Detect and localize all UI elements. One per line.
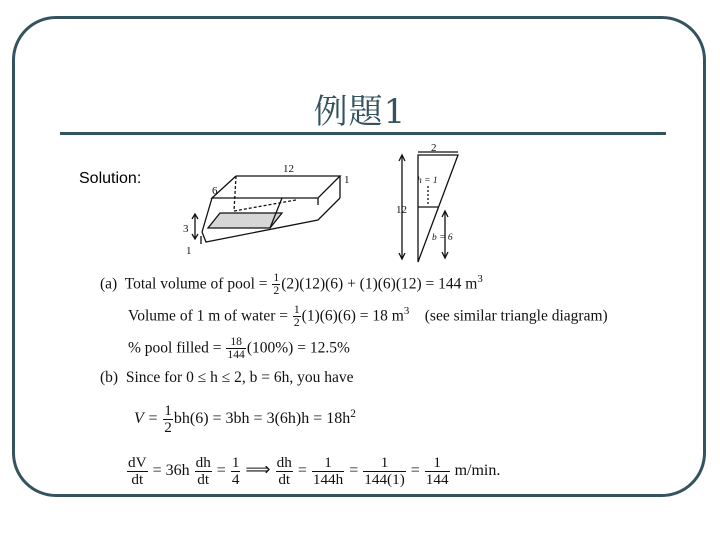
water-volume-exponent: 3 (403, 305, 410, 318)
rate-fraction-2: $\frac{1}{144(1)}$ (364, 454, 405, 488)
slide-title: 例題1 (313, 92, 407, 132)
pool-length-label: 12 (283, 163, 294, 175)
water-volume-terms: (1)(6)(6) = 18 m (301, 307, 404, 325)
rate-eq1: = 36h (152, 462, 190, 480)
triangle-outline (418, 155, 458, 262)
line-total-volume (100, 272, 483, 297)
dh-dt-fraction-1: $\frac{dh}{dt}$ (195, 454, 211, 488)
percent-text: % pool filled = (128, 339, 222, 357)
since-text: Since for 0 ≤ h ≤ 2, b = 6h, you have (125, 369, 354, 386)
rate-eq3: = (297, 462, 307, 480)
solution-label: Solution: (79, 170, 142, 187)
triangle-h-label: h = 1 (417, 176, 438, 186)
line-volume-equation (134, 403, 356, 436)
rate-eq5: = (410, 462, 420, 480)
volume-fraction: $\frac{1}{2}$ (164, 402, 172, 436)
pool-shallow-label: 1 (186, 245, 192, 257)
total-volume-exponent: 3 (477, 273, 483, 286)
rate-eq4: = (349, 462, 359, 480)
pool-tip-label: 1 (344, 174, 350, 186)
total-volume-text: Total volume of pool = (124, 275, 268, 293)
total-volume-terms: (2)(12)(6) + (1)(6)(12) = 144 m (281, 275, 478, 293)
triangle-diagram (399, 152, 458, 262)
pool-top-rim (212, 176, 340, 198)
one-fourth-fraction: $\frac{1}{4}$ (231, 454, 240, 488)
volume-eq-right: bh(6) = 3bh = 3(6h)h = 18h (173, 410, 351, 428)
pool-width-label: 6 (212, 185, 218, 197)
line-water-volume (128, 304, 608, 329)
implies-arrow: ⟹ (245, 459, 271, 480)
triangle-top-label: 2 (431, 142, 437, 154)
rate-unit: m/min. (454, 462, 501, 480)
pool-hidden-edge (234, 176, 236, 211)
line-part-b (100, 370, 353, 386)
rate-fraction-1: $\frac{1}{144h}$ (312, 454, 344, 488)
dv-dt-fraction: $\frac{dV}{dt}$ (128, 454, 147, 488)
part-b-label: (b) (100, 369, 119, 386)
water-volume-note: (see similar triangle diagram) (424, 307, 608, 325)
part-a-label: (a) (100, 275, 118, 293)
line-percent-filled (128, 336, 350, 361)
total-volume-fraction: $\frac{1}{2}$ (273, 271, 280, 298)
percent-terms: (100%) = 12.5% (246, 339, 350, 357)
volume-eq-left: V = (134, 410, 159, 428)
percent-fraction: $\frac{18}{144}$ (227, 335, 245, 362)
rate-eq2: = (216, 462, 226, 480)
volume-exponent: 2 (350, 407, 356, 420)
pool-deep-label: 3 (183, 223, 189, 235)
triangle-height-label: 12 (396, 204, 407, 216)
pool-hidden-floor (234, 200, 296, 211)
triangle-b-label: b = 6 (432, 233, 453, 243)
line-rate-equation (126, 455, 500, 488)
dh-dt-fraction-2: $\frac{dh}{dt}$ (276, 454, 292, 488)
rate-fraction-3: $\frac{1}{144}$ (425, 454, 449, 488)
water-volume-text: Volume of 1 m of water = (128, 307, 288, 325)
water-volume-fraction: $\frac{1}{2}$ (293, 303, 300, 330)
